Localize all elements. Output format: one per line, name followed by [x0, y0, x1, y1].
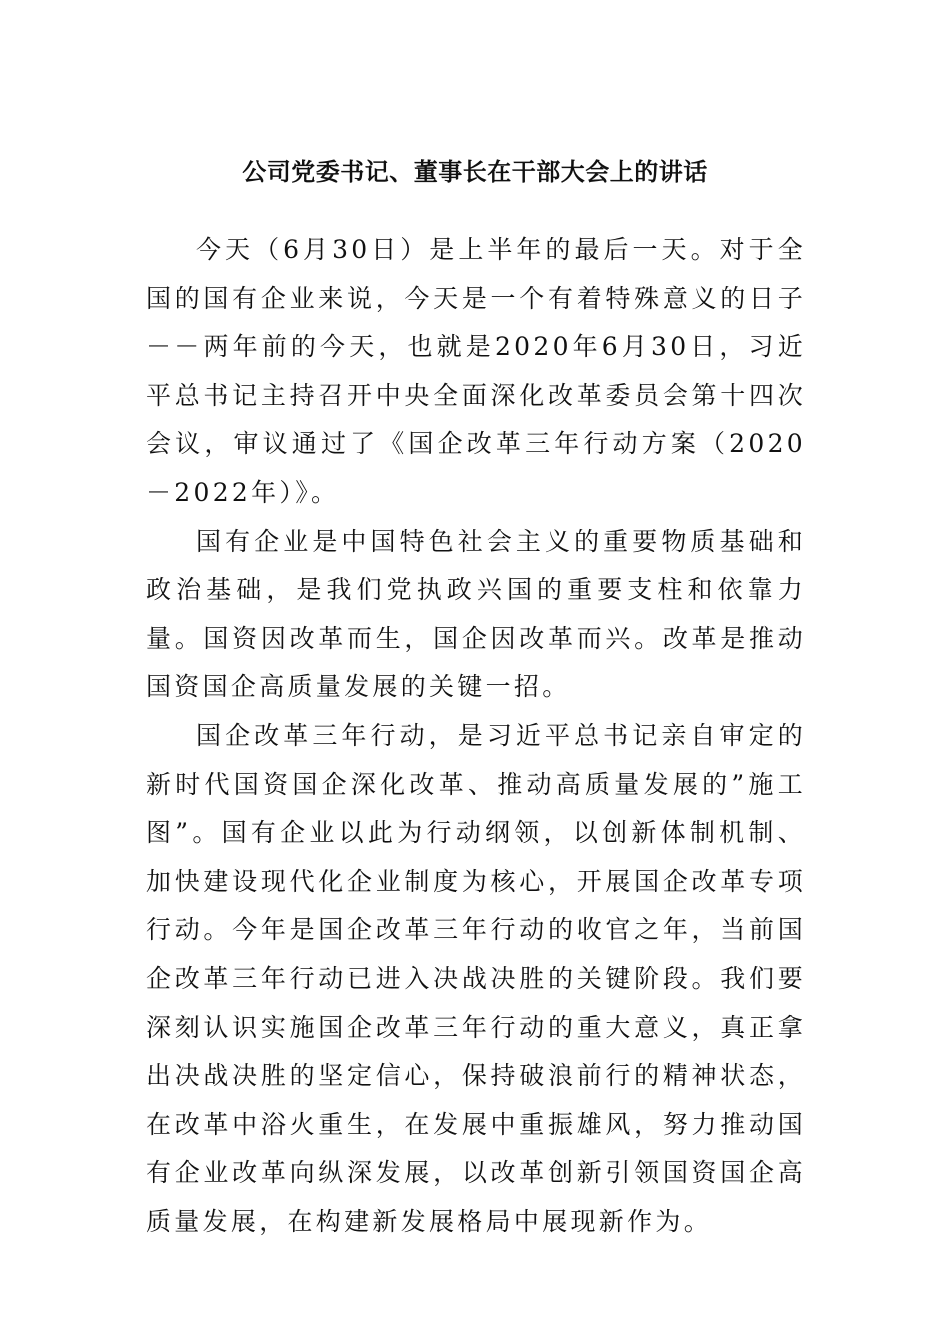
paragraph-3: 国企改革三年行动，是习近平总书记亲自审定的新时代国资国企深化改革、推动高质量发展的”施工图”。国有企业以此为行动纲领，以创新体制机制、加快建设现代化企业制度为核心，开展国企改革专项行动。今年是国企改革三年行动的收官之年，当前国企改革三年行动已进入决战决胜的关键阶段。我们要深刻认识实施国企改革三年行动的重大意义，真正拿出决战决胜的坚定信心，保持破浪前行的精神状态，在改革中浴火重生，在发展中重振雄风，努力推动国有企业改革向纵深发展，以改革创新引领国资国企高质量发展，在构建新发展格局中展现新作为。: [146, 720, 806, 1236]
paragraph-1: 今天（6月30日）是上半年的最后一天。对于全国的国有企业来说，今天是一个有着特殊意义的日子－－两年前的今天，也就是2020年6月30日，习近平总书记主持召开中央全面深化改革委员会第十四次会议，审议通过了《国企改革三年行动方案（2020－2022年）》。: [146, 235, 806, 507]
paragraph-2: 国有企业是中国特色社会主义的重要物质基础和政治基础，是我们党执政兴国的重要支柱和依靠力量。国资因改革而生，国企因改革而兴。改革是推动国资国企高质量发展的关键一招。: [146, 526, 806, 702]
document-body: [146, 226, 806, 1246]
document-title: 公司党委书记、董事长在干部大会上的讲话: [242, 158, 708, 186]
